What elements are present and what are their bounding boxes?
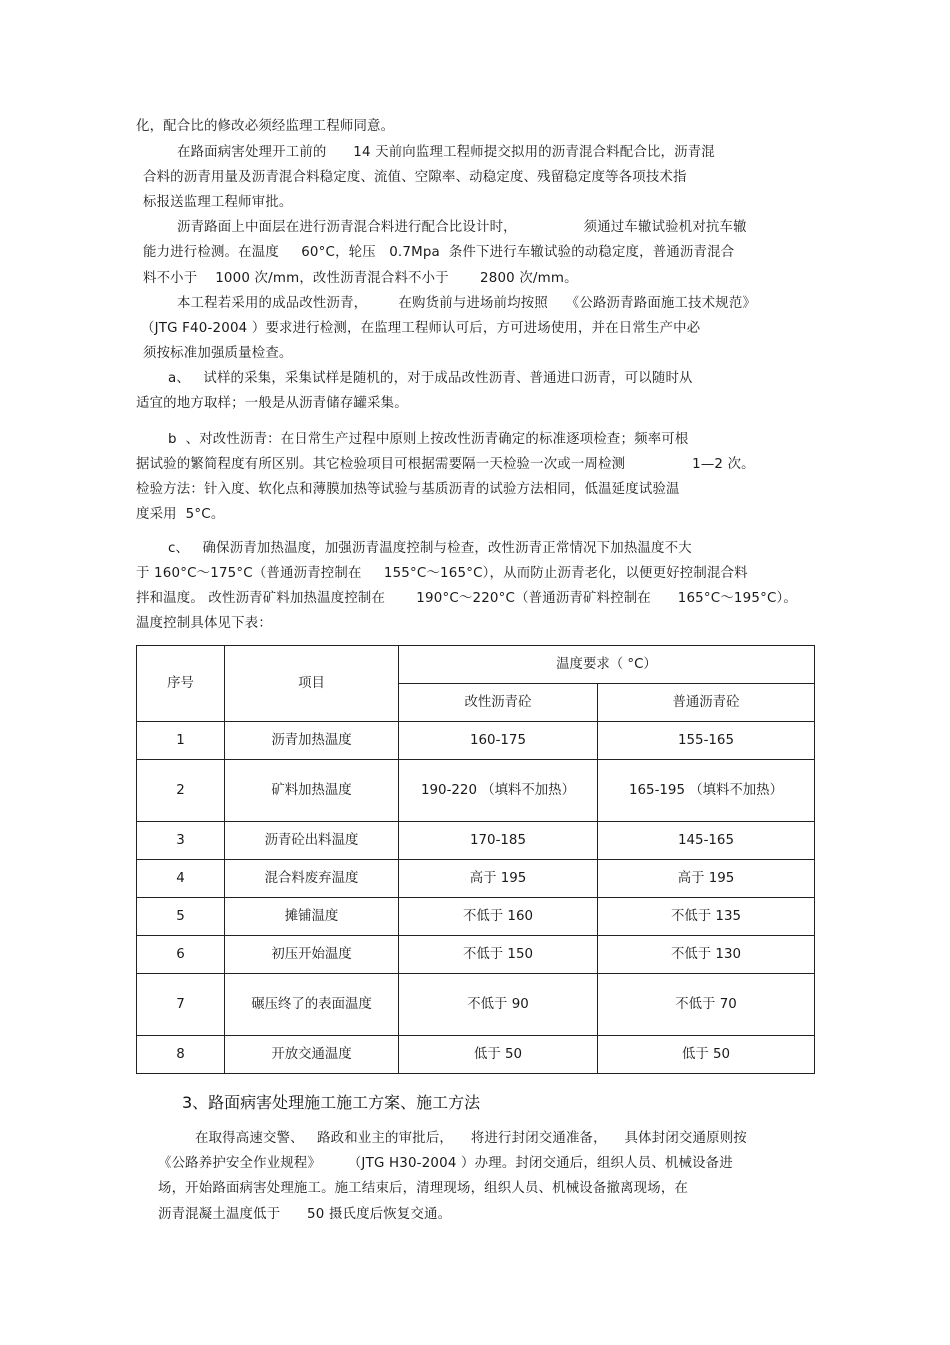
cell-modified: 170-185	[399, 822, 598, 860]
cell-no: 7	[137, 974, 225, 1036]
cell-item: 沥青砼出料温度	[225, 822, 399, 860]
paragraph-line: 化，配合比的修改必须经监理工程师同意。	[136, 119, 395, 134]
cell-ordinary: 165-195 （填料不加热）	[598, 760, 815, 822]
paragraph-line: 本工程若采用的成品改性沥青， 在购货前与进场前均按照 《公路沥青路面施工技术规范》	[177, 296, 757, 311]
cell-no: 3	[137, 822, 225, 860]
paragraph-line: 标报送监理工程师审批。	[143, 195, 293, 210]
cell-item: 矿料加热温度	[225, 760, 399, 822]
table-row	[137, 860, 815, 898]
cell-modified: 不低于 150	[399, 936, 598, 974]
cell-item: 沥青加热温度	[225, 722, 399, 760]
cell-no: 5	[137, 898, 225, 936]
paragraph-line: 《公路养护安全作业规程》 （JTG H30-2004 ）办理。封闭交通后，组织人员、机械设备进	[158, 1156, 733, 1171]
paragraph-line: （JTG F40-2004 ）要求进行检测，在监理工程师认可后，方可进场使用，并在日常生产中必	[141, 321, 701, 336]
cell-ordinary: 不低于 135	[598, 898, 815, 936]
cell-ordinary: 不低于 70	[598, 974, 815, 1036]
paragraph-line: b 、对改性沥青：在日常生产过程中原则上按改性沥青确定的标准逐项检查；频率可根	[168, 432, 689, 447]
paragraph-line: 在取得高速交警、 路政和业主的审批后， 将进行封闭交通准备， 具体封闭交通原则按	[195, 1131, 747, 1146]
header-temp-requirement: 温度要求（ °C）	[399, 646, 815, 684]
paragraph-line: 于 160°C～175°C（普通沥青控制在 155°C～165°C），从而防止沥青老化，以便更好控制混合料	[136, 566, 748, 581]
header-item: 项目	[225, 646, 399, 722]
temperature-table	[136, 645, 815, 1074]
cell-modified: 低于 50	[399, 1036, 598, 1074]
cell-item: 开放交通温度	[225, 1036, 399, 1074]
cell-no: 2	[137, 760, 225, 822]
cell-no: 1	[137, 722, 225, 760]
paragraph-line: 能力进行检测。在温度 60°C，轮压 0.7Mpa 条件下进行车辙试验的动稳定度，普通沥青混合	[143, 245, 735, 260]
paragraph-line: 温度控制具体见下表：	[136, 616, 272, 631]
cell-ordinary: 低于 50	[598, 1036, 815, 1074]
paragraph-line: 沥青混凝土温度低于 50 摄氏度后恢复交通。	[158, 1207, 452, 1222]
paragraph-line: 拌和温度。 改性沥青矿料加热温度控制在 190°C～220°C（普通沥青矿料控制在 165°C～195°C）。	[136, 591, 798, 606]
header-ordinary-asphalt: 普通沥青砼	[598, 684, 815, 722]
table-row	[137, 974, 815, 1036]
cell-no: 8	[137, 1036, 225, 1074]
table-row	[137, 722, 815, 760]
cell-ordinary: 145-165	[598, 822, 815, 860]
cell-no: 4	[137, 860, 225, 898]
paragraph-line: 须按标准加强质量检查。	[143, 346, 293, 361]
paragraph-line: 检验方法：针入度、软化点和薄膜加热等试验与基质沥青的试验方法相同，低温延度试验温	[136, 482, 680, 497]
paragraph-line: 沥青路面上中面层在进行沥青混合料进行配合比设计时， 须通过车辙试验机对抗车辙	[177, 220, 747, 235]
cell-item: 摊铺温度	[225, 898, 399, 936]
paragraph-line: 据试验的繁简程度有所区别。其它检验项目可根据需要隔一天检验一次或一周检测 1—2 次。	[136, 457, 755, 472]
cell-modified: 不低于 160	[399, 898, 598, 936]
paragraph-line: c、 确保沥青加热温度，加强沥青温度控制与检查，改性沥青正常情况下加热温度不大	[168, 541, 692, 556]
cell-modified: 160-175	[399, 722, 598, 760]
section-heading: 3、路面病害处理施工施工方案、施工方法	[182, 1093, 481, 1112]
cell-no: 6	[137, 936, 225, 974]
paragraph-line: 场，开始路面病害处理施工。施工结束后，清理现场，组织人员、机械设备撤离现场，在	[158, 1181, 689, 1196]
cell-ordinary: 高于 195	[598, 860, 815, 898]
cell-modified: 不低于 90	[399, 974, 598, 1036]
table-row	[137, 898, 815, 936]
table-row	[137, 822, 815, 860]
paragraph-line: 料不小于 1000 次/mm，改性沥青混合料不小于 2800 次/mm。	[143, 271, 578, 286]
header-no: 序号	[137, 646, 225, 722]
table-row	[137, 1036, 815, 1074]
cell-ordinary: 155-165	[598, 722, 815, 760]
cell-modified: 高于 195	[399, 860, 598, 898]
cell-item: 混合料废弃温度	[225, 860, 399, 898]
cell-modified: 190-220 （填料不加热）	[399, 760, 598, 822]
cell-item: 碾压终了的表面温度	[225, 974, 399, 1036]
paragraph-line: 合料的沥青用量及沥青混合料稳定度、流值、空隙率、动稳定度、残留稳定度等各项技术指	[143, 170, 687, 185]
paragraph-line: 在路面病害处理开工前的 14 天前向监理工程师提交拟用的沥青混合料配合比，沥青混	[177, 145, 715, 160]
paragraph-line: 适宜的地方取样；一般是从沥青储存罐采集。	[136, 396, 408, 411]
paragraph-line: a、 试样的采集，采集试样是随机的，对于成品改性沥青、普通进口沥青，可以随时从	[168, 371, 693, 386]
cell-item: 初压开始温度	[225, 936, 399, 974]
table-row	[137, 760, 815, 822]
header-modified-asphalt: 改性沥青砼	[399, 684, 598, 722]
paragraph-line: 度采用 5°C。	[136, 507, 225, 522]
table-row	[137, 936, 815, 974]
cell-ordinary: 不低于 130	[598, 936, 815, 974]
